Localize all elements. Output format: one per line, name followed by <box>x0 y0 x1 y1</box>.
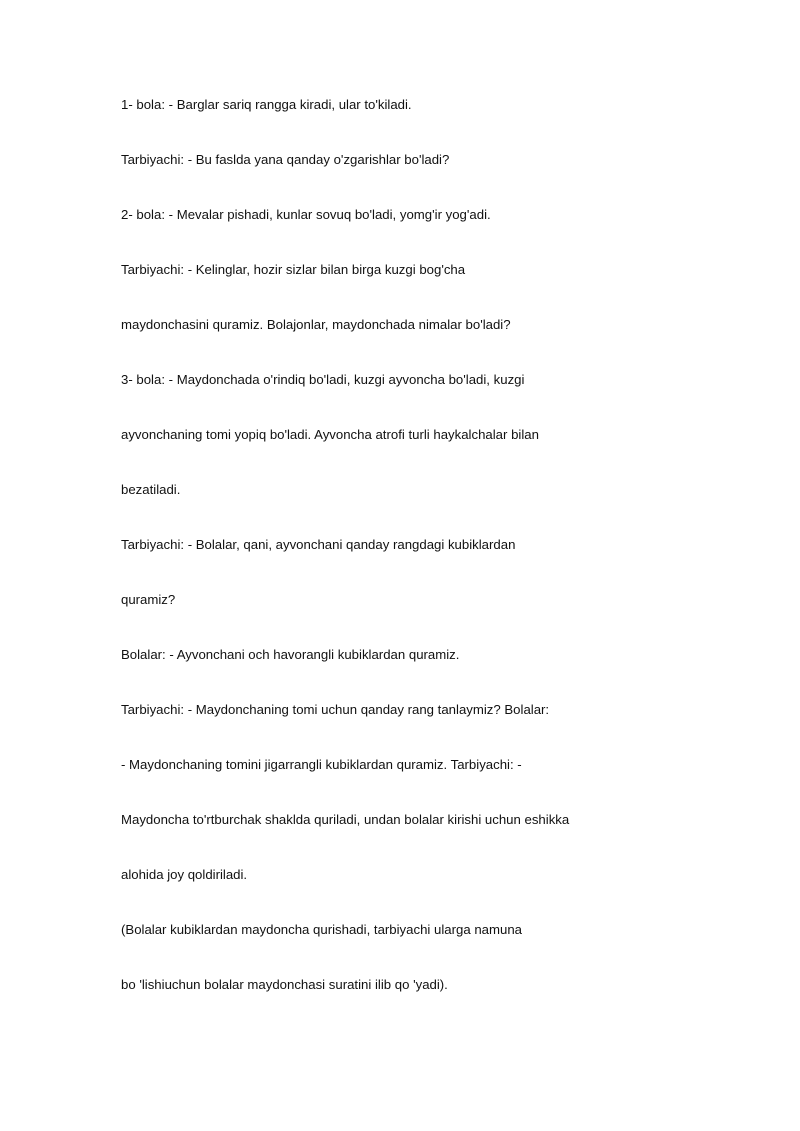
text-line: Tarbiyachi: - Bolalar, qani, ayvonchani qanday rangdagi kubiklardan <box>121 537 516 552</box>
text-line: Tarbiyachi: - Kelinglar, hozir sizlar bilan birga kuzgi bog'cha <box>121 262 466 277</box>
text-line: maydonchasini quramiz. Bolajonlar, maydonchada nimalar bo'ladi? <box>121 317 511 332</box>
text-line: (Bolalar kubiklardan maydoncha qurishadi, tarbiyachi ularga namuna <box>121 922 522 937</box>
text-line: 3- bola: - Maydonchada o'rindiq bo'ladi, kuzgi ayvoncha bo'ladi, kuzgi <box>121 372 525 387</box>
text-line: Tarbiyachi: - Bu faslda yana qanday o'zgarishlar bo'ladi? <box>121 152 450 167</box>
text-line: - Maydonchaning tomini jigarrangli kubiklardan quramiz. Tarbiyachi: - <box>121 757 522 772</box>
text-line: Tarbiyachi: - Maydonchaning tomi uchun qanday rang tanlaymiz? Bolalar: <box>121 702 550 717</box>
text-line: Bolalar: - Ayvonchani och havorangli kubiklardan quramiz. <box>121 647 460 662</box>
text-line: alohida joy qoldiriladi. <box>121 867 248 882</box>
text-line: 1- bola: - Barglar sariq rangga kiradi, ular to'kiladi. <box>121 97 412 112</box>
text-line: ayvonchaning tomi yopiq bo'ladi. Ayvoncha atrofi turli haykalchalar bilan <box>121 427 539 442</box>
text-line: quramiz? <box>121 592 176 607</box>
text-line: bo 'lishiuchun bolalar maydonchasi suratini ilib qo 'yadi). <box>121 977 448 992</box>
text-line: bezatiladi. <box>121 482 181 497</box>
text-line: 2- bola: - Mevalar pishadi, kunlar sovuq bo'ladi, yomg'ir yog'adi. <box>121 207 491 222</box>
text-line: Maydoncha to'rtburchak shaklda quriladi, undan bolalar kirishi uchun eshikka <box>121 812 570 827</box>
